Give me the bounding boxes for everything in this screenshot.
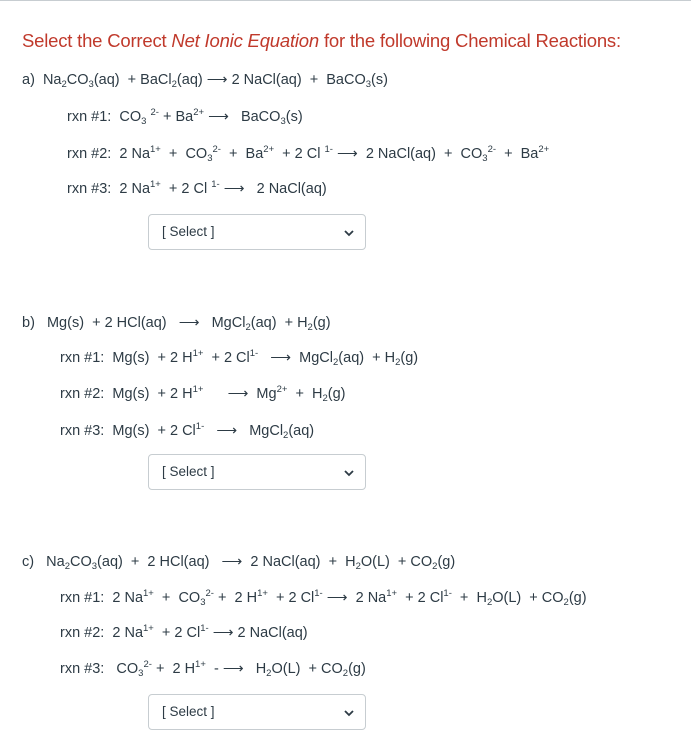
question-b-rxn-3: rxn #3: Mg(s) + 2 $Cl^{1-}$ ⟶ MgCl$_2$(aq) [60, 421, 315, 441]
question-b-rxn-2: rxn #2: Mg(s) + 2 $H^{1+}$ ⟶ $Mg^{2+} + H_2(g)$ [60, 384, 346, 404]
page-title: Select the Correct Net Ionic Equation for the following Chemical Reactions: [22, 30, 621, 51]
question-a-rxn-3: rxn #3: 2 $Na^{1+} + 2$ Cl $^{1-}$ ⟶ 2 NaCl(aq) [67, 179, 327, 197]
question-b-rxn-1: rxn #1: Mg(s) + 2 $H^{1+} + 2$ $Cl^{1-}$ ⟶ MgCl$_2$(aq) + $H_2(g)$ [60, 348, 419, 368]
question-c-rxn-1: rxn #1: 2 $Na^{1+} + CO_3^{2-} + 2$ $H^{1+} + 2$ $Cl^{1-}$ ⟶ 2 $Na^{1+} + 2$ $Cl^{1-} + H_2O(L) + CO_2(g)$ [60, 588, 587, 608]
question-a-equation: a) $Na_2CO_3(aq)$ + BaCl$_2$(aq) ⟶ 2 NaCl(aq) + BaCO$_3$(s) [22, 72, 388, 90]
chevron-down-icon [343, 227, 355, 239]
top-divider [0, 0, 691, 1]
question-c-rxn-3: rxn #3: $CO_3^{2-} + 2$ $H^{1+}$ - ⟶ $H_2O(L) + CO_2(g)$ [60, 659, 366, 679]
title-emphasis: Net Ionic Equation [171, 30, 319, 51]
chevron-down-icon [343, 707, 355, 719]
question-c-answer-select[interactable] [148, 694, 366, 730]
chevron-down-icon [343, 467, 355, 479]
question-b-answer-select[interactable] [148, 454, 366, 490]
select-value: [ Select ] [162, 464, 215, 479]
question-c-rxn-2: rxn #2: 2 $Na^{1+} + 2$ $Cl^{1-}$ ⟶ 2 NaCl(aq) [60, 623, 308, 641]
question-b-equation: b) Mg(s) + 2 HCl(aq) ⟶ MgCl$_2$(aq) + $H_2(g)$ [22, 315, 331, 333]
select-value: [ Select ] [162, 224, 215, 239]
select-value: [ Select ] [162, 704, 215, 719]
question-a-rxn-2: rxn #2: 2 $Na^{1+} + CO_3^{2-} + Ba^{2+} + 2$ Cl $^{1-}$ ⟶ 2 NaCl(aq) + $CO_3^{2-} + Ba^{2+}$ [67, 144, 550, 164]
question-c-equation: c) $Na_2CO_3(aq) + 2$ HCl(aq) ⟶ 2 NaCl(aq) + $H_2O(L) + CO_2(g)$ [22, 554, 456, 572]
question-a-answer-select[interactable] [148, 214, 366, 250]
question-a-rxn-1: rxn #1: $CO_3$ $^{2-} + Ba^{2+}$ ⟶ BaCO$_3$(s) [67, 107, 303, 127]
